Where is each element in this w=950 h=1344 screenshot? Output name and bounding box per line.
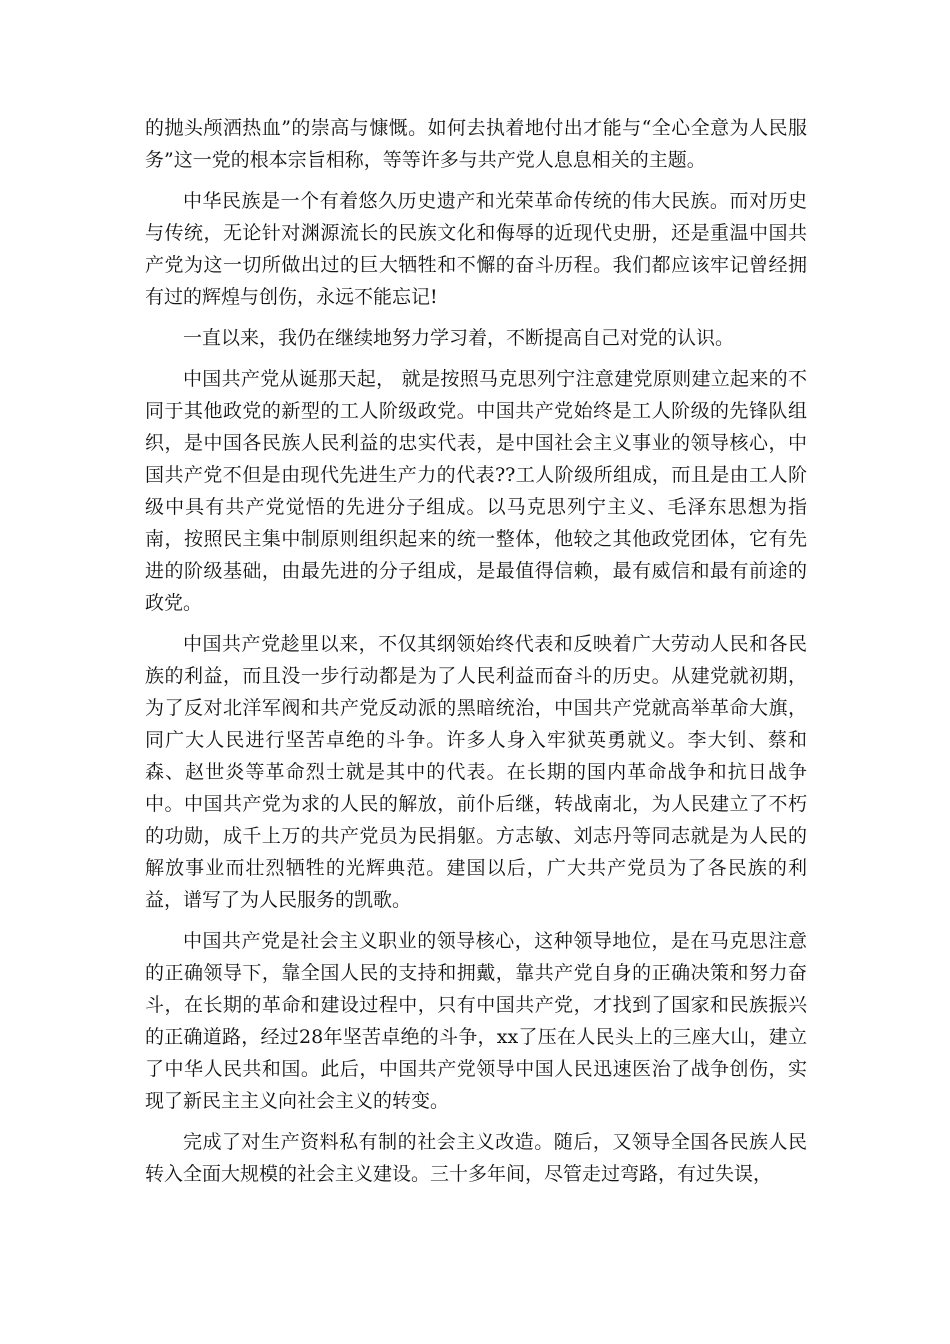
- paragraph-3: 一直以来，我仍在继续地努力学习着，不断提高自己对党的认识。: [183, 327, 735, 349]
- paragraph-6: 中国共产党是社会主义职业的领导核心，这种领导地位，是在马克思注意的正确领导下，靠全国人民的支持和拥戴，靠共产党自身的正确决策和努力奋斗，在长期的革命和建设过程中，只有中国共产党，才找到了国家和民族振兴的正确道路，经过28年坚苦卓绝的斗争，xx了压在人民头上的三座大山，建立了中华人民共和国。此后，中国共产党领导中国人民迅速医治了战争创伤，实现了新民主主义向社会主义的转变。: [145, 930, 807, 1112]
- paragraph-1: 的抛头颅洒热血”的崇高与慷慨。如何去执着地付出才能与“全心全意为人民服务”这一党的根本宗旨相称，等等许多与共产党人息息相关的主题。: [145, 117, 807, 171]
- paragraph-5: 中国共产党趁里以来，不仅其纲领始终代表和反映着广大劳动人民和各民族的利益，而且没一步行动都是为了人民利益而奋斗的历史。从建党就初期，为了反对北洋军阀和共产党反动派的黑暗统治，中国共产党就高举革命大旗，同广大人民进行坚苦卓绝的斗争。许多人身入牢狱英勇就义。李大钊、蔡和森、赵世炎等革命烈士就是其中的代表。在长期的国内革命战争和抗日战争中。中国共产党为求的人民的解放，前仆后继，转战南北，为人民建立了不朽的功勋，成千上万的共产党员为民捐躯。方志敏、刘志丹等同志就是为人民的解放事业而壮烈牺牲的光辉典范。建国以后，广大共产党员为了各民族的利益，谱写了为人民服务的凯歌。: [145, 633, 807, 911]
- paragraph-2: 中华民族是一个有着悠久历史遗产和光荣革命传统的伟大民族。而对历史与传统，无论针对渊源流长的民族文化和侮辱的近现代史册，还是重温中国共产党为这一切所做出过的巨大牺牲和不懈的奋斗历程。我们都应该牢记曾经拥有过的辉煌与创伤，永远不能忘记!: [145, 190, 807, 308]
- document-body: [145, 112, 807, 1199]
- paragraph-7: 完成了对生产资料私有制的社会主义改造。随后，又领导全国各民族人民转入全面大规模的社会主义建设。三十多年间，尽管走过弯路，有过失误，: [145, 1131, 807, 1185]
- paragraph-4: 中国共产党从诞那天起， 就是按照马克思列宁注意建党原则建立起来的不同于其他政党的新型的工人阶级政党。中国共产党始终是工人阶级的先锋队组织，是中国各民族人民利益的忠实代表，是中国社会主义事业的领导核心，中国共产党不但是由现代先进生产力的代表??工人阶级所组成，而且是由工人阶级中具有共产党觉悟的先进分子组成。以马克思列宁主义、毛泽东思想为指南，按照民主集中制原则组织起来的统一整体，他较之其他政党团体，它有先进的阶级基础，由最先进的分子组成，是最值得信赖，最有威信和最有前途的政党。: [145, 368, 807, 614]
